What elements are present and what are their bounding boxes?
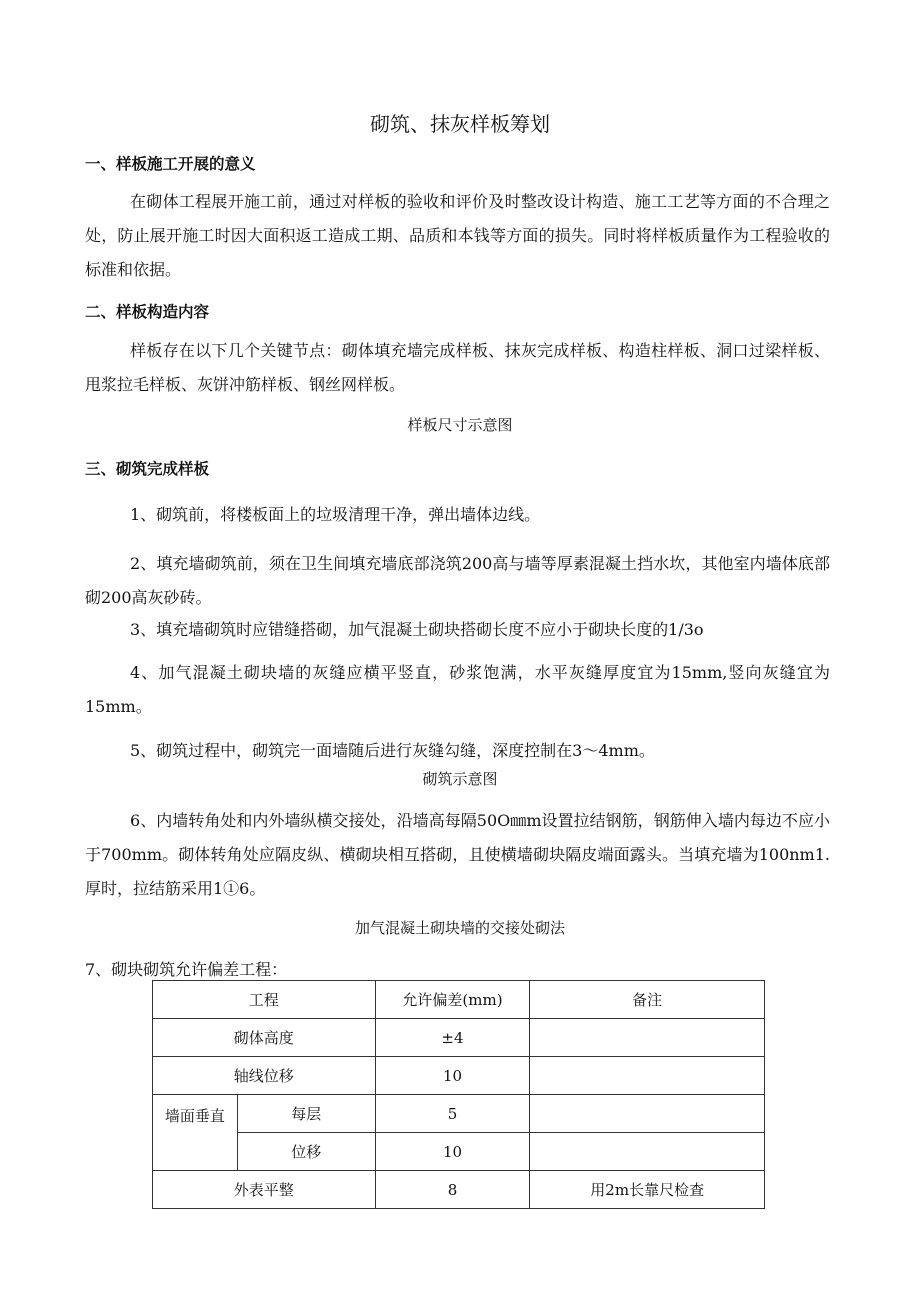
item-5: 5、砌筑过程中，砌筑完一面墙随后进行灰缝勾缝，深度控制在3～4mm。 — [130, 741, 655, 760]
caption-sample-size: 样板尺寸示意图 — [407, 416, 513, 434]
item-1: 1、砌筑前，将楼板面上的垃圾清理干净，弹出墙体边线。 — [130, 505, 541, 524]
table-cell — [530, 1019, 765, 1057]
table-row — [153, 1095, 765, 1133]
table-cell — [530, 1057, 765, 1095]
table-cell: 10 — [375, 1133, 530, 1171]
item-7: 7、砌块砌筑允许偏差工程： — [85, 960, 288, 979]
table-cell: 轴线位移 — [153, 1057, 376, 1095]
table-cell: 位移 — [237, 1133, 375, 1171]
table-cell: 8 — [375, 1171, 530, 1209]
section-1-heading: 一、样板施工开展的意义 — [85, 155, 256, 173]
table-row — [153, 1133, 765, 1171]
table-cell: 砌体高度 — [153, 1019, 376, 1057]
table-cell: 用2m长靠尺检查 — [530, 1171, 765, 1209]
section-3-heading: 三、砌筑完成样板 — [85, 460, 210, 478]
table-cell: 5 — [375, 1095, 530, 1133]
table-cell — [530, 1133, 765, 1171]
header-cell: 备注 — [530, 981, 765, 1019]
table-cell: 10 — [375, 1057, 530, 1095]
caption-junction: 加气混凝土砌块墙的交接处砌法 — [354, 919, 565, 937]
section-2-heading: 二、样板构造内容 — [85, 303, 210, 321]
table-cell: 每层 — [237, 1095, 375, 1133]
tolerance-table — [152, 980, 765, 1209]
caption-masonry: 砌筑示意图 — [422, 770, 498, 788]
item-2: 2、填充墙砌筑前，须在卫生间填充墙底部浇筑200高与墙等厚素混凝土挡水坎，其他室内墙体底部砌200高灰砂砖。 — [85, 554, 830, 607]
table-header-row — [153, 981, 765, 1019]
section-1-text: 在砌体工程展开施工前，通过对样板的验收和评价及时整改设计构造、施工工艺等方面的不合理之处，防止展开施工时因大面积返工造成工期、品质和本钱等方面的损失。同时将样板质量作为工程验收的标准和依据。 — [85, 192, 830, 279]
page-title: 砌筑、抹灰样板筹划 — [370, 112, 550, 136]
table-cell: 外表平整 — [153, 1171, 376, 1209]
table-cell — [530, 1095, 765, 1133]
item-3: 3、填充墙砌筑时应错缝搭砌，加气混凝土砌块搭砌长度不应小于砌块长度的1/3o — [130, 620, 704, 639]
table-row — [153, 1171, 765, 1209]
section-2-text: 样板存在以下几个关键节点：砌体填充墙完成样板、抹灰完成样板、构造柱样板、洞口过梁样板、甩浆拉毛样板、灰饼冲筋样板、钢丝网样板。 — [85, 341, 830, 394]
item-4: 4、加气混凝土砌块墙的灰缝应横平竖直，砂浆饱满，水平灰缝厚度宜为15mm,竖向灰缝宜为15mm。 — [85, 663, 830, 716]
header-cell: 工程 — [153, 981, 376, 1019]
header-cell: 允许偏差(mm) — [375, 981, 530, 1019]
table-cell: ±4 — [375, 1019, 530, 1057]
table-cell: 墙面垂直 — [153, 1095, 238, 1171]
table-row — [153, 1057, 765, 1095]
item-6: 6、内墙转角处和内外墙纵横交接处，沿墙高每隔50O㎜m设置拉结钢筋，钢筋伸入墙内每边不应小于700mm。砌体转角处应隔皮纵、横砌块相互搭砌，且使横墙砌块隔皮端面露头。当填充墙为100nm1.厚时，拉结筋采用1①6。 — [85, 811, 830, 898]
table-row — [153, 1019, 765, 1057]
